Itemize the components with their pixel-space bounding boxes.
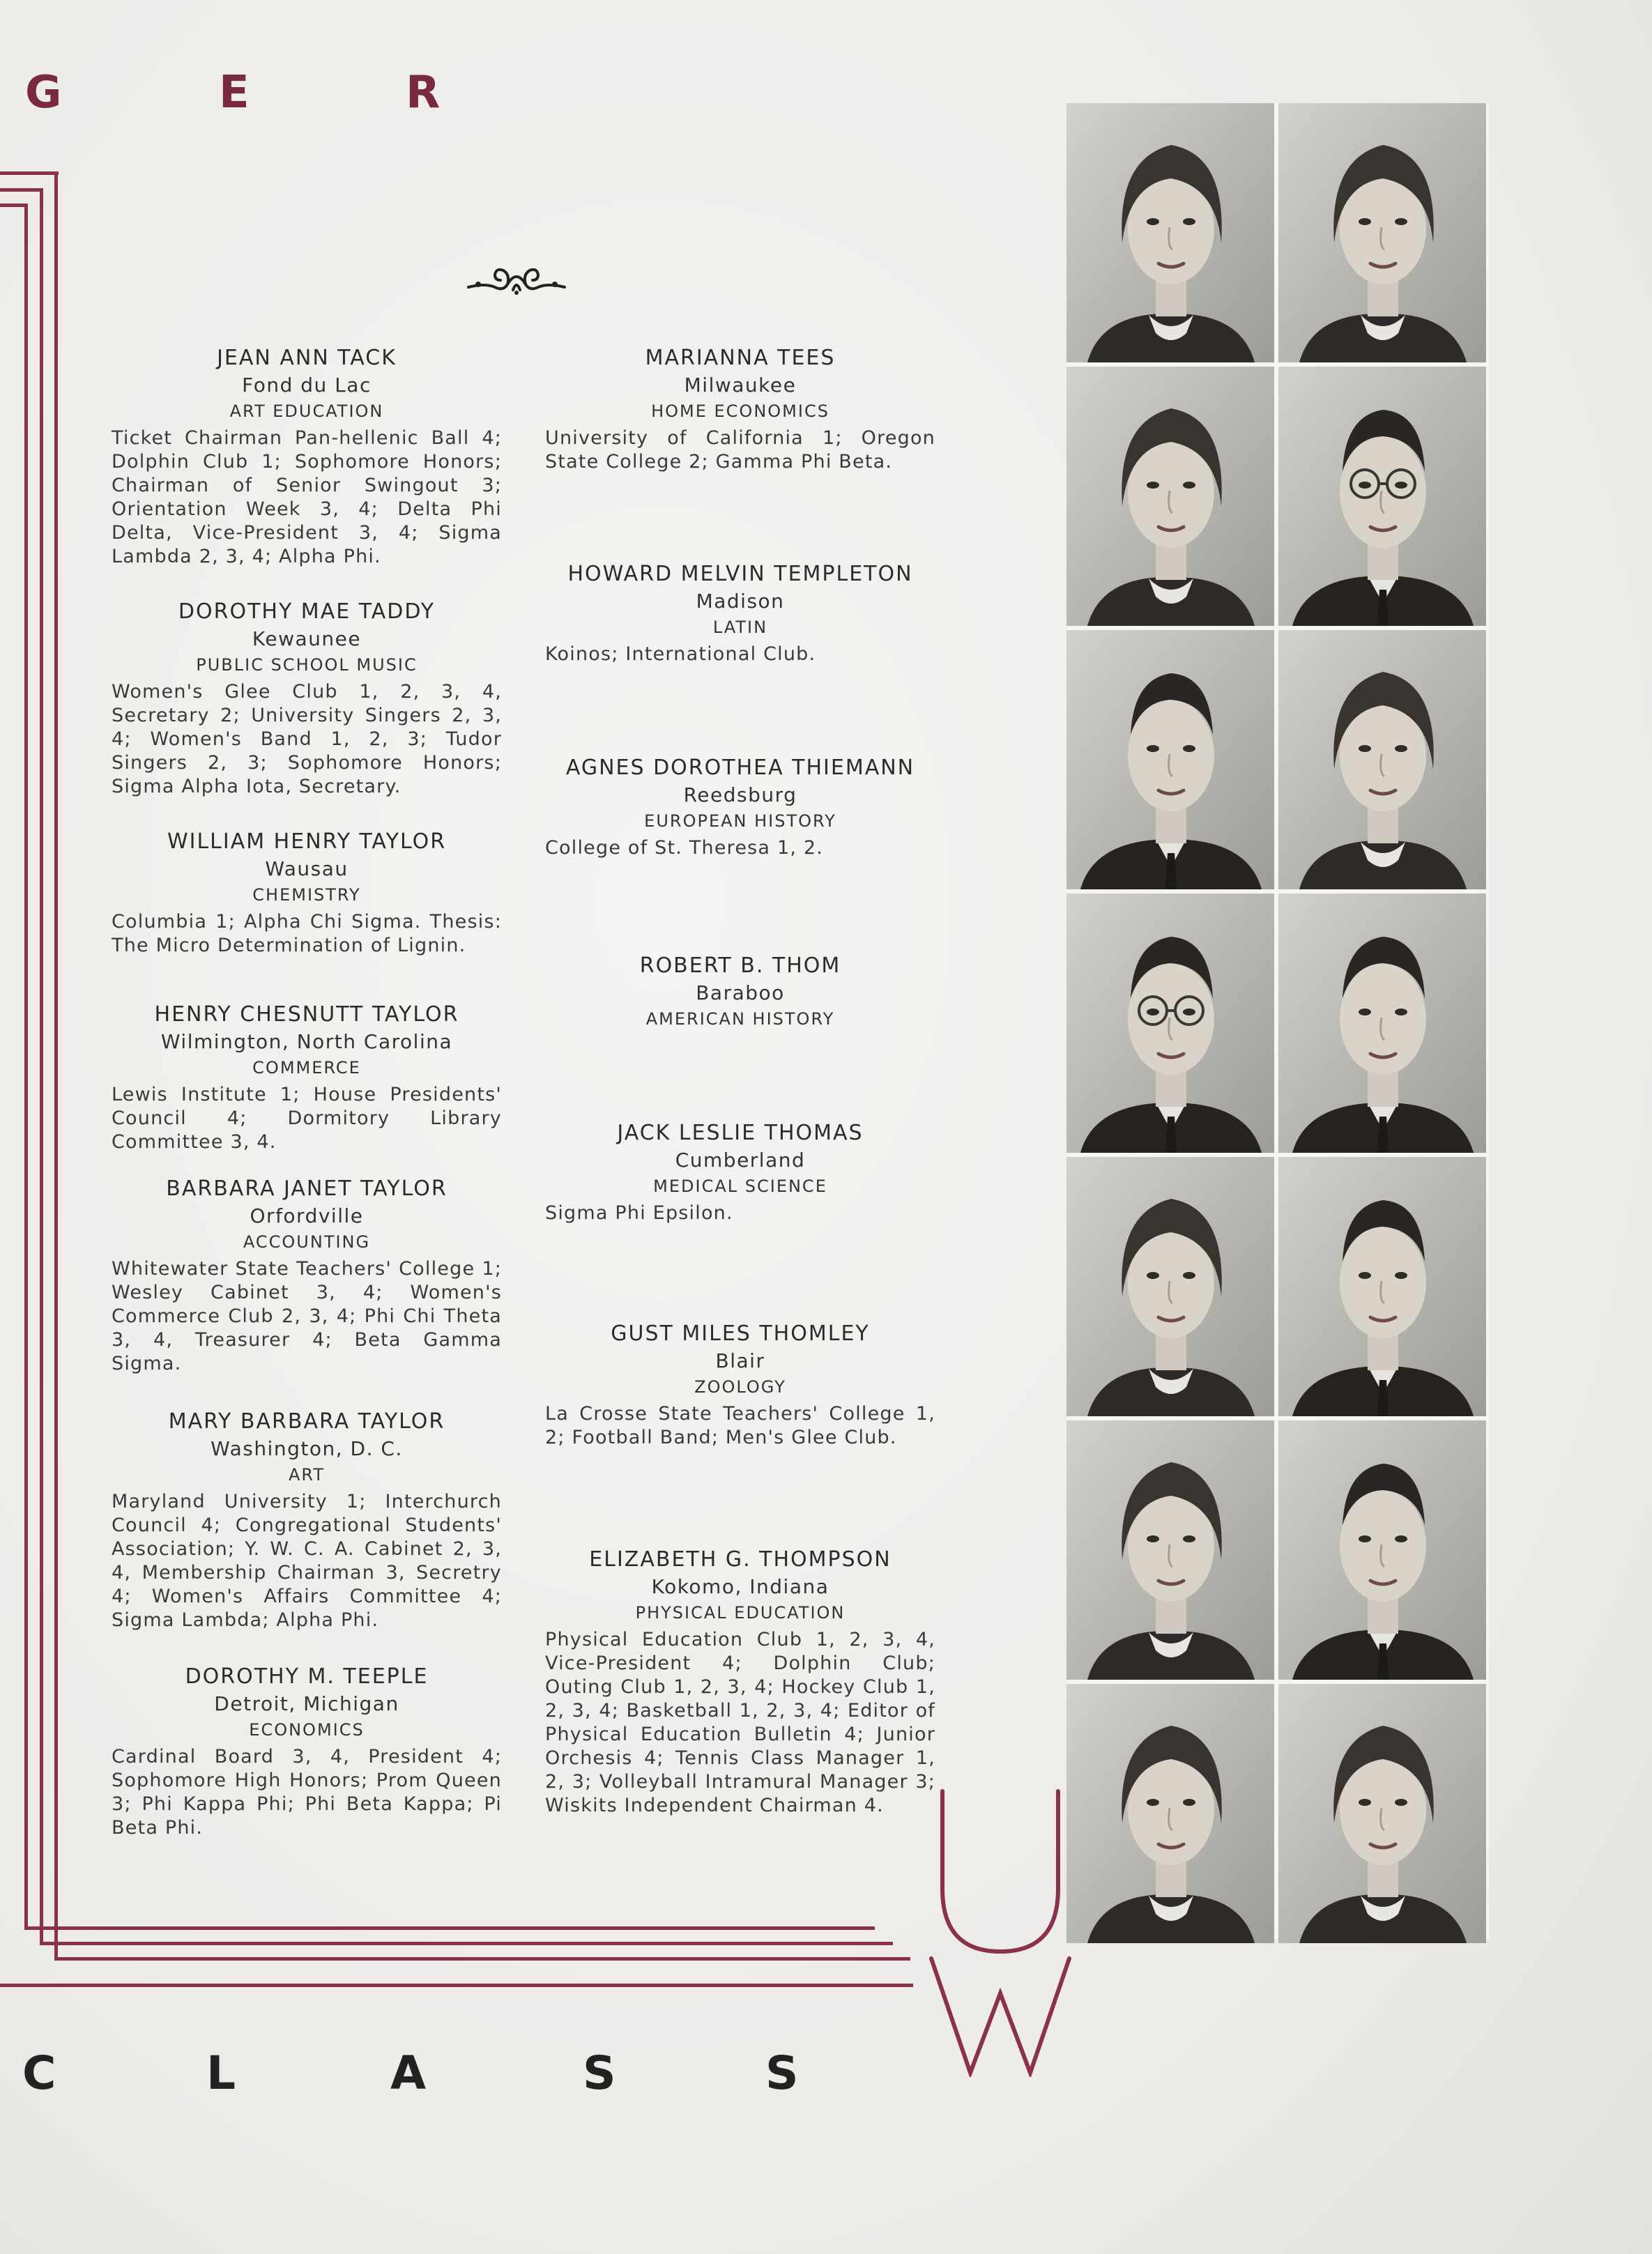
student-hometown: Wilmington, North Carolina (160, 1030, 453, 1053)
student-hometown: Fond du Lac (242, 374, 372, 397)
student-hometown: Milwaukee (684, 374, 797, 397)
student-major: MEDICAL SCIENCE (653, 1176, 827, 1196)
portrait-icon (1066, 630, 1274, 889)
portrait-icon (1066, 1420, 1274, 1680)
student-name: ELIZABETH G. THOMPSON (589, 1547, 892, 1572)
portrait-icon (1278, 894, 1486, 1153)
portrait-woman-photo (1066, 1684, 1274, 1943)
student-major: LATIN (712, 618, 768, 637)
student-name: BARBARA JANET TAYLOR (166, 1176, 448, 1201)
portrait-icon (1278, 1420, 1486, 1680)
student-entry (545, 754, 935, 860)
portrait-icon (1278, 367, 1486, 626)
portrait-man-photo (1278, 894, 1486, 1153)
student-activities: Lewis Institute 1; House Presidents' Council 4; Dormitory Library Committee 3, 4. (112, 1084, 502, 1153)
student-entry (112, 598, 502, 799)
footer-letter: S (583, 2046, 616, 2100)
student-hometown: Kewaunee (252, 627, 362, 650)
student-activities: Physical Education Club 1, 2, 3, 4, Vice-President 4; Dolphin Club; Outing Club 1, 2, 3, 4; Hockey Club 1, 2, 3, 4; Basketball 1, 2, 3, 4; Editor of Physical Education Bulletin 4; Junior Orchesis 4; Tennis Class Manager 1, 2, 3; Volleyball Intramural Manager 3; Wiskits Independent Chairman 4. (545, 1629, 935, 1816)
student-major: EUROPEAN HISTORY (644, 811, 836, 831)
portrait-woman-photo (1278, 1684, 1486, 1943)
student-activities: Whitewater State Teachers' College 1; Wesley Cabinet 3, 4; Women's Commerce Club 2, 3, 4; Phi Chi Theta 3, 4, Treasurer 4; Beta Gamma Sigma. (112, 1258, 502, 1374)
student-name: MARIANNA TEES (645, 346, 836, 370)
portrait-icon (1066, 1157, 1274, 1416)
student-major: PHYSICAL EDUCATION (635, 1603, 846, 1623)
student-name: GUST MILES THOMLEY (611, 1321, 870, 1346)
student-name: MARY BARBARA TAYLOR (168, 1409, 445, 1434)
student-activities: Columbia 1; Alpha Chi Sigma. Thesis: The Micro Determination of Lignin. (112, 911, 502, 956)
student-entry (112, 1663, 502, 1840)
portrait-icon (1066, 1684, 1274, 1943)
portrait-woman-photo (1066, 367, 1274, 626)
portrait-man-glasses-photo (1066, 894, 1274, 1153)
ornament-icon (464, 259, 569, 297)
student-activities: College of St. Theresa 1, 2. (545, 837, 824, 859)
student-major: ART (288, 1465, 325, 1485)
portrait-icon (1066, 103, 1274, 362)
student-hometown: Baraboo (696, 981, 785, 1004)
portrait-woman-photo (1066, 1157, 1274, 1416)
student-entry (545, 1119, 935, 1225)
student-name: HOWARD MELVIN TEMPLETON (567, 562, 913, 586)
student-major: AMERICAN HISTORY (645, 1009, 835, 1029)
student-activities: Cardinal Board 3, 4, President 4; Sophomore High Honors; Prom Queen 3; Phi Kappa Phi; Phi Beta Kappa; Pi Beta Phi. (112, 1746, 502, 1839)
portrait-grid (1066, 103, 1489, 1939)
student-name: HENRY CHESNUTT TAYLOR (154, 1002, 459, 1027)
student-name: DOROTHY MAE TADDY (178, 599, 436, 624)
student-name: JACK LESLIE THOMAS (617, 1121, 864, 1145)
portrait-icon (1278, 103, 1486, 362)
student-name: JEAN ANN TACK (217, 346, 397, 370)
student-activities: Koinos; International Club. (545, 643, 816, 665)
student-name: AGNES DOROTHEA THIEMANN (565, 756, 915, 780)
student-entry (545, 952, 935, 1032)
portrait-woman-photo (1278, 630, 1486, 889)
portrait-icon (1278, 630, 1486, 889)
student-hometown: Kokomo, Indiana (651, 1575, 829, 1598)
portrait-woman-photo (1066, 1420, 1274, 1680)
student-major: COMMERCE (252, 1058, 361, 1078)
student-entry (112, 1001, 502, 1154)
footer-letter: A (390, 2046, 427, 2100)
student-activities: Ticket Chairman Pan-hellenic Ball 4; Dolphin Club 1; Sophomore Honors; Chairman of Senior Swingout 3; Orientation Week 3, 4; Delta Phi Delta, Vice-President 3, 4; Sigma Lambda 2, 3, 4; Alpha Phi. (112, 427, 502, 567)
student-hometown: Reedsburg (683, 783, 797, 806)
student-hometown: Blair (715, 1349, 765, 1372)
student-name: WILLIAM HENRY TAYLOR (167, 829, 447, 854)
student-major: ZOOLOGY (694, 1377, 786, 1397)
student-hometown: Orfordville (250, 1204, 364, 1227)
footer-letter: L (206, 2046, 236, 2100)
student-hometown: Cumberland (675, 1149, 806, 1172)
student-hometown: Wausau (265, 857, 349, 880)
student-hometown: Washington, D. C. (211, 1437, 403, 1460)
student-entry (545, 1320, 935, 1450)
student-hometown: Detroit, Michigan (214, 1692, 399, 1715)
portrait-woman-photo (1066, 103, 1274, 362)
student-activities: Sigma Phi Epsilon. (545, 1202, 733, 1224)
student-name: ROBERT B. THOM (639, 953, 841, 978)
student-activities: University of California 1; Oregon State College 2; Gamma Phi Beta. (545, 427, 935, 473)
student-major: ECONOMICS (249, 1720, 365, 1740)
header-letter: E (219, 67, 251, 118)
student-major: CHEMISTRY (252, 885, 361, 905)
student-entry (112, 344, 502, 569)
portrait-icon (1066, 894, 1274, 1153)
student-activities: Maryland University 1; Interchurch Council 4; Congregational Students' Association; Y. W. C. A. Cabinet 2, 3, 4, Membership Chairman 3, Secretry 4; Women's Affairs Committee 4; Sigma Lambda; Alpha Phi. (112, 1491, 502, 1631)
portrait-man-photo (1278, 1420, 1486, 1680)
student-major: ACCOUNTING (243, 1232, 371, 1252)
student-entry (112, 1175, 502, 1376)
student-activities: La Crosse State Teachers' College 1, 2; Football Band; Men's Glee Club. (545, 1403, 935, 1448)
student-major: PUBLIC SCHOOL MUSIC (196, 655, 418, 675)
uw-monogram-icon (927, 1784, 1073, 2077)
ghost-lettering (146, 2044, 178, 2113)
student-entry (545, 1546, 935, 1818)
footer-letter: C (22, 2046, 56, 2100)
portrait-icon (1278, 1157, 1486, 1416)
portrait-woman-photo (1278, 103, 1486, 362)
header-letter: R (406, 67, 442, 118)
header-letter: G (25, 67, 63, 118)
footer-letter: S (765, 2046, 799, 2100)
portrait-man-glasses-photo (1278, 367, 1486, 626)
student-hometown: Madison (696, 590, 785, 613)
student-entry (112, 1408, 502, 1632)
student-name: DOROTHY M. TEEPLE (185, 1664, 429, 1689)
portrait-man-photo (1066, 630, 1274, 889)
student-activities: Women's Glee Club 1, 2, 3, 4, Secretary 2; University Singers 2, 3, 4; Women's Band 1, 2, 3; Tudor Singers 2, 3; Sophomore Honors; Sigma Alpha Iota, Secretary. (112, 681, 502, 797)
portrait-icon (1278, 1684, 1486, 1943)
portrait-man-photo (1278, 1157, 1486, 1416)
student-major: HOME ECONOMICS (651, 401, 829, 421)
student-major: ART EDUCATION (229, 401, 384, 421)
portrait-icon (1066, 367, 1274, 626)
student-entry (545, 344, 935, 474)
student-entry (545, 560, 935, 666)
student-entry (112, 828, 502, 958)
